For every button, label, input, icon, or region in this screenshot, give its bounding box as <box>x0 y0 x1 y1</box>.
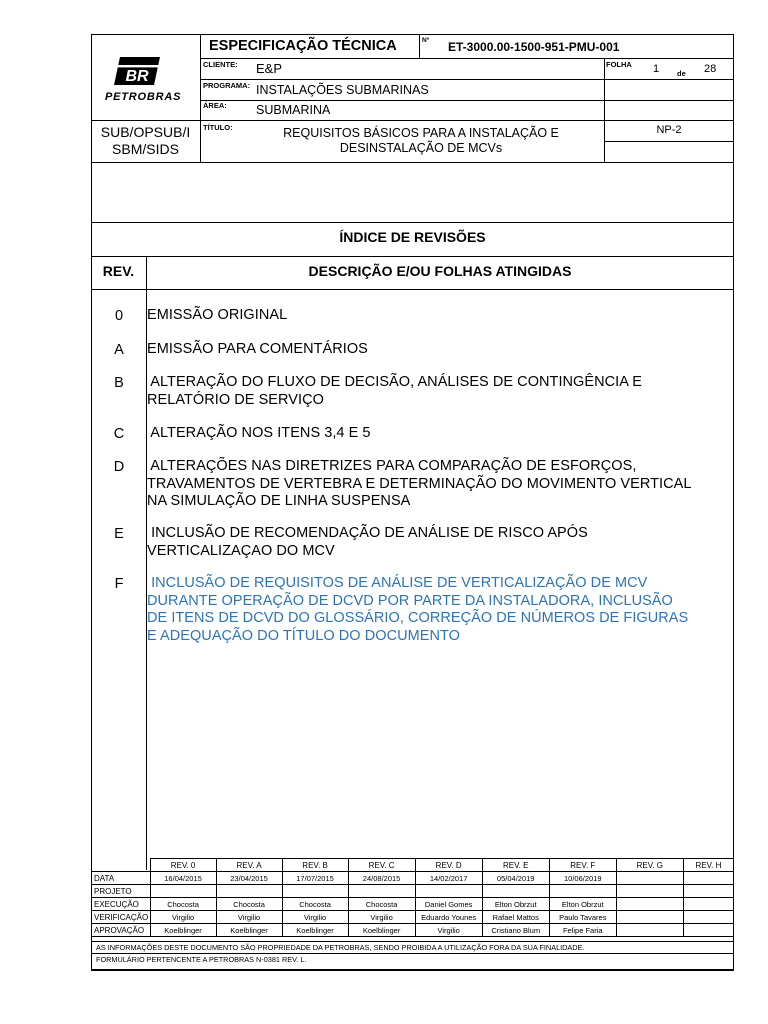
revision-description-line: E ADEQUAÇÃO DO TÍTULO DO DOCUMENTO <box>147 627 460 644</box>
table-row-label: DATA <box>92 872 151 885</box>
table-cell: Chocosta <box>216 898 282 911</box>
table-cell: 23/04/2015 <box>216 872 282 885</box>
property-notice: AS INFORMAÇÕES DESTE DOCUMENTO SÃO PROPRIEDADE DA PETROBRAS, SENDO PROIBIDA A UTILIZAÇÃO FORA DA SUA FINALIDADE. <box>91 941 734 954</box>
table-cell: Eduardo Younes <box>415 911 482 924</box>
table-cell <box>683 872 733 885</box>
table-column-header: REV. B <box>282 859 348 872</box>
revision-signoff-table <box>91 858 734 937</box>
table-cell: Virgilio <box>282 911 348 924</box>
number-label: Nº <box>422 37 430 44</box>
revision-description-line: ALTERAÇÃO DO FLUXO DE DECISÃO, ANÁLISES DE CONTINGÊNCIA E <box>147 374 642 390</box>
table-column-header: REV. F <box>549 859 616 872</box>
header-divider <box>604 141 734 142</box>
table-column-header: REV. A <box>216 859 282 872</box>
table-cell: Rafael Mattos <box>482 911 549 924</box>
document-number: ET-3000.00-1500-951-PMU-001 <box>448 40 620 54</box>
table-cell <box>616 924 683 937</box>
table-cell <box>683 924 733 937</box>
revision-description <box>147 575 733 645</box>
table-row <box>92 911 734 924</box>
client-label: CLIENTE: <box>203 60 238 69</box>
revision-description-line: EMISSÃO PARA COMENTÁRIOS <box>147 341 368 357</box>
revision-code: A <box>114 342 124 358</box>
revision-description <box>147 425 733 443</box>
table-cell <box>616 898 683 911</box>
table-cell: Virgilio <box>348 911 415 924</box>
header-divider <box>200 100 734 101</box>
svg-text:BR: BR <box>125 68 149 85</box>
area-label: ÁREA: <box>203 101 227 110</box>
table-cell: Chocosta <box>150 898 216 911</box>
area-value: SUBMARINA <box>256 103 331 117</box>
client-value: E&P <box>256 61 283 76</box>
table-cell: Virgilio <box>150 911 216 924</box>
sheet-of: de <box>677 69 686 78</box>
revision-description-line: ALTERAÇÕES NAS DIRETRIZES PARA COMPARAÇÃO DE ESFORÇOS, <box>147 458 637 474</box>
revision-code: B <box>114 375 124 391</box>
table-cell <box>616 885 683 898</box>
revision-description <box>147 525 733 560</box>
title-line: REQUISITOS BÁSICOS PARA A INSTALAÇÃO E <box>283 126 559 140</box>
table-cell: Cristiano Blum <box>482 924 549 937</box>
table-row <box>92 872 734 885</box>
petrobras-wordmark: PETROBRAS <box>105 91 182 103</box>
header-divider <box>91 120 734 121</box>
form-notice: FORMULÁRIO PERTENCENTE A PETROBRAS N-0381 REV. L. <box>91 954 734 970</box>
table-column-header: REV. G <box>616 859 683 872</box>
table-cell <box>348 885 415 898</box>
table-cell: 24/08/2015 <box>348 872 415 885</box>
table-cell <box>549 885 616 898</box>
revision-description <box>147 458 733 511</box>
program-label: PROGRAMA: <box>203 81 251 90</box>
rev-column-header: REV. <box>102 263 135 279</box>
revision-description-line: RELATÓRIO DE SERVIÇO <box>147 391 324 408</box>
title-line: DESINSTALAÇÃO DE MCVs <box>339 141 503 155</box>
table-cell: 17/07/2015 <box>282 872 348 885</box>
table-cell: Koelblinger <box>282 924 348 937</box>
revision-description <box>147 341 733 359</box>
table-cell: Chocosta <box>348 898 415 911</box>
table-cell: 16/04/2015 <box>150 872 216 885</box>
table-cell <box>482 885 549 898</box>
table-cell <box>415 885 482 898</box>
table-column-header: REV. C <box>348 859 415 872</box>
table-row <box>92 924 734 937</box>
revision-description <box>147 307 733 325</box>
table-corner-cell <box>92 859 151 872</box>
table-cell <box>150 885 216 898</box>
section-divider <box>91 222 734 223</box>
revision-description <box>147 374 733 409</box>
revision-description-line: DE ITENS DE DCVD DO GLOSSÁRIO, CORREÇÃO DE NÚMEROS DE FIGURAS <box>147 610 689 626</box>
table-cell: Virgilio <box>216 911 282 924</box>
sheet-number: 1 <box>653 63 660 75</box>
org-unit <box>91 124 200 158</box>
table-row <box>92 898 734 911</box>
revision-code: C <box>113 426 125 442</box>
index-title: ÍNDICE DE REVISÕES <box>339 229 486 245</box>
table-cell <box>683 898 733 911</box>
header-divider <box>200 34 201 162</box>
table-cell: Elton Obrzut <box>482 898 549 911</box>
table-row-label: EXECUÇÃO <box>92 898 151 911</box>
document-title <box>236 126 606 156</box>
description-column-header: DESCRIÇÃO E/OU FOLHAS ATINGIDAS <box>308 263 572 279</box>
table-column-header: REV. D <box>415 859 482 872</box>
table-cell <box>216 885 282 898</box>
petrobras-logo <box>108 55 164 87</box>
table-cell: Koelblinger <box>348 924 415 937</box>
org-line: SUB/OPSUB/I <box>100 124 191 140</box>
br-logo-icon <box>108 55 164 87</box>
section-divider <box>91 289 734 290</box>
revision-description-line: TRAVAMENTOS DE VERTEBRA E DETERMINAÇÃO DO MOVIMENTO VERTICAL <box>147 475 692 492</box>
header-divider <box>91 162 734 163</box>
org-line: SBM/SIDS <box>112 141 179 157</box>
table-cell: Daniel Gomes <box>415 898 482 911</box>
sheet-label: FOLHA <box>606 60 632 69</box>
table-cell: Chocosta <box>282 898 348 911</box>
revision-description-line: EMISSÃO ORIGINAL <box>147 307 288 323</box>
table-column-header: REV. 0 <box>150 859 216 872</box>
revision-description-line: INCLUSÃO DE RECOMENDAÇÃO DE ANÁLISE DE RISCO APÓS <box>147 525 588 541</box>
table-row-label: VERIFICAÇÃO <box>92 911 151 924</box>
section-divider <box>91 256 734 257</box>
header-divider <box>200 79 734 80</box>
table-cell: 10/06/2019 <box>549 872 616 885</box>
revision-code: F <box>114 576 124 592</box>
table-cell <box>683 885 733 898</box>
table-cell: Koelblinger <box>216 924 282 937</box>
revision-description-line: ALTERAÇÃO NOS ITENS 3,4 E 5 <box>147 425 371 441</box>
program-value: INSTALAÇÕES SUBMARINAS <box>256 83 429 97</box>
table-cell <box>683 911 733 924</box>
classification: NP-2 <box>656 124 682 136</box>
revision-code: E <box>114 526 124 542</box>
table-cell: Elton Obrzut <box>549 898 616 911</box>
revision-code: 0 <box>114 308 124 324</box>
revision-code: D <box>113 459 125 475</box>
table-column-header: REV. E <box>482 859 549 872</box>
table-cell <box>282 885 348 898</box>
table-cell <box>616 872 683 885</box>
revision-description-line: VERTICALIZAÇAO DO MCV <box>147 542 335 559</box>
sheet-total: 28 <box>704 63 717 75</box>
table-cell: Felipe Faria <box>549 924 616 937</box>
doc-type: ESPECIFICAÇÃO TÉCNICA <box>209 38 397 54</box>
header-divider <box>419 34 420 58</box>
table-cell: Paulo Tavares <box>549 911 616 924</box>
table-column-header: REV. H <box>683 859 733 872</box>
table-cell: Koelblinger <box>150 924 216 937</box>
revision-description-line: INCLUSÃO DE REQUISITOS DE ANÁLISE DE VERTICALIZAÇÃO DE MCV <box>147 575 648 591</box>
table-cell: 05/04/2019 <box>482 872 549 885</box>
table-header-row <box>92 859 734 872</box>
title-label: TÍTULO: <box>203 123 233 132</box>
table-cell: Virgilio <box>415 924 482 937</box>
table-cell: 14/02/2017 <box>415 872 482 885</box>
revision-description-line: NA SIMULAÇÃO DE LINHA SUSPENSA <box>147 493 411 509</box>
table-row-label: APROVAÇÃO <box>92 924 151 937</box>
table-row-label: PROJETO <box>92 885 151 898</box>
revision-description-line: DURANTE OPERAÇÃO DE DCVD POR PARTE DA INSTALADORA, INCLUSÃO <box>147 592 673 609</box>
table-cell <box>616 911 683 924</box>
table-row <box>92 885 734 898</box>
header-divider <box>200 58 734 59</box>
